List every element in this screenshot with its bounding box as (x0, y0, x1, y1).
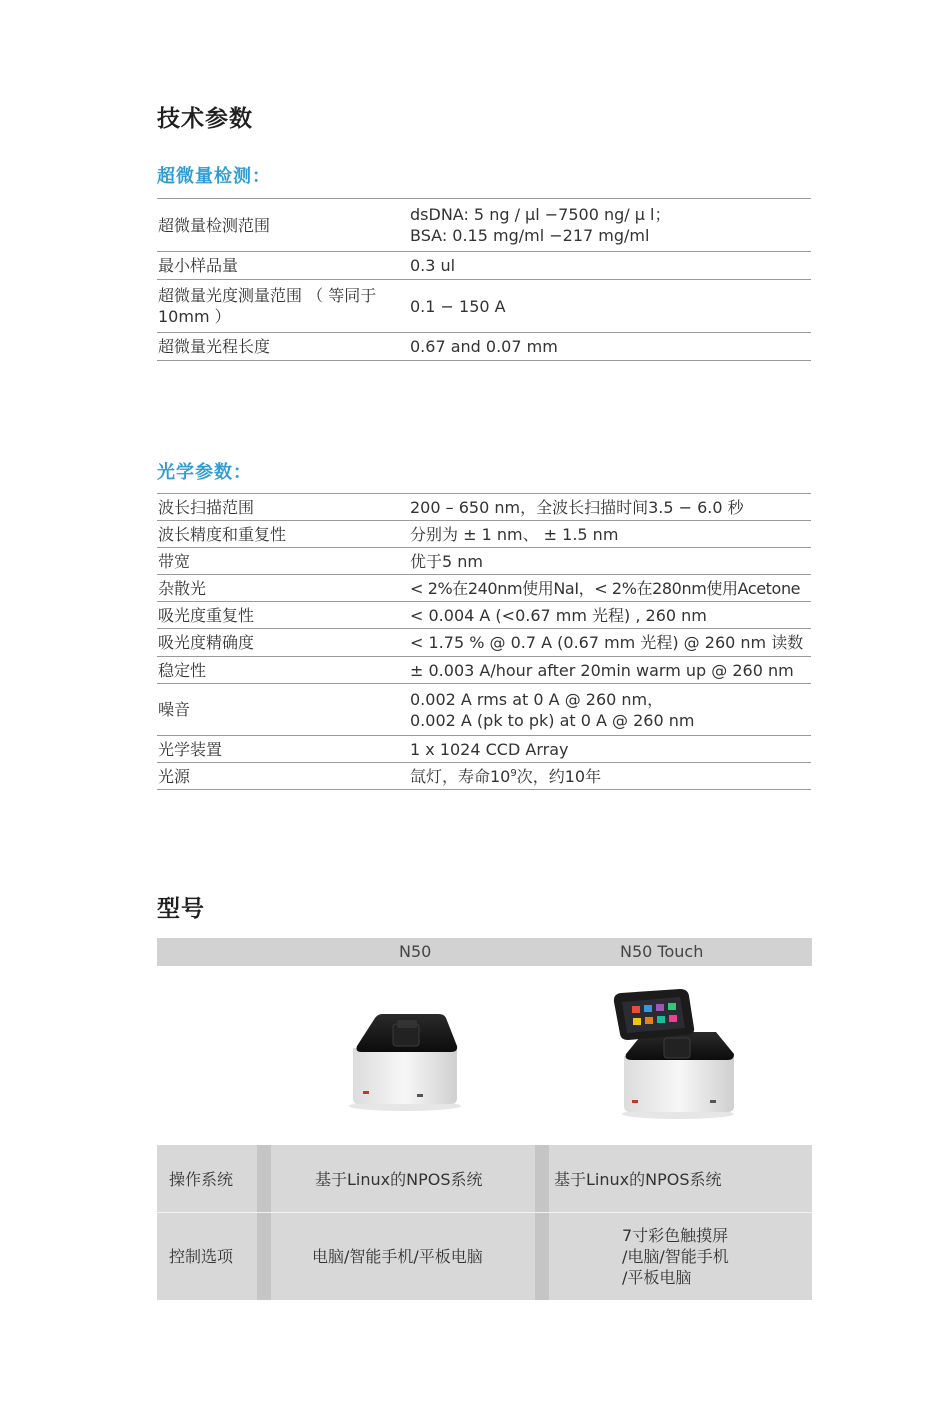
spec-label (157, 336, 410, 357)
spec-value-line: 分别为 ± 1 nm、 ± 1.5 nm (410, 524, 619, 544)
spec-value-line: 0.002 A rms at 0 A @ 260 nm， (410, 689, 664, 709)
column-divider (257, 1145, 271, 1300)
spec-value-line: 200 – 650 nm，全波长扫描时间3.5 − 6.0 秒 (410, 497, 744, 517)
spec-value (410, 296, 811, 317)
spec-row (157, 736, 811, 763)
micro-section-title: 超微量检测： (157, 166, 271, 187)
spec-value-line: < 0.004 A (<0.67 mm 光程) , 260 nm (410, 605, 707, 625)
spec-row (157, 252, 811, 280)
column-divider (535, 1145, 549, 1300)
page-title: 技术参数 (157, 106, 253, 132)
spec-label-line: 光源 (158, 766, 191, 786)
spec-row (157, 494, 811, 521)
spec-label (157, 699, 410, 720)
spec-label (157, 524, 410, 545)
spec-label-line: 波长扫描范围 (158, 497, 255, 517)
models-title: 型号 (157, 896, 205, 922)
spec-label (157, 255, 410, 276)
spec-label (157, 660, 410, 681)
spec-label (157, 739, 410, 760)
optical-spec-table (157, 493, 811, 790)
spec-value (410, 689, 811, 731)
spec-value (410, 551, 811, 572)
spec-value (410, 632, 811, 653)
spec-row (157, 333, 811, 361)
spec-label-line: 吸光度精确度 (158, 633, 255, 652)
spec-value (410, 204, 811, 246)
spec-value (410, 578, 811, 599)
n50-device-image (345, 1008, 465, 1112)
spec-label-line: 光学装置 (158, 739, 223, 759)
model-cell-n50-touch: 基于Linux的NPOS系统 (554, 1170, 722, 1189)
model-cell-line: /平板电脑 (622, 1268, 692, 1287)
spec-value-line: 0.1 − 150 A (410, 296, 506, 316)
spec-label-line: 吸光度重复性 (158, 605, 255, 625)
model-row-label: 控制选项 (169, 1247, 234, 1266)
spec-label-line: 最小样品量 (158, 256, 239, 275)
spec-row (157, 763, 811, 790)
spec-label-line: 超微量光度测量范围 (158, 286, 303, 305)
row-divider (157, 1212, 812, 1213)
spec-label (157, 215, 410, 236)
spec-value-line: 0.67 and 0.07 mm (410, 337, 558, 356)
spec-value-line: < 1.75 % @ 0.7 A (0.67 mm 光程) @ 260 nm 读数 (410, 633, 804, 652)
spec-label (157, 497, 410, 518)
spec-row (157, 548, 811, 575)
spec-row (157, 280, 811, 333)
spec-row (157, 657, 811, 684)
spec-row (157, 629, 811, 657)
spec-label (157, 578, 410, 599)
light-source-prefix: 氙灯，寿命10 (410, 766, 511, 786)
spec-value-line: 1 x 1024 CCD Array (410, 739, 569, 759)
light-source-suffix: 次，约10年 (516, 766, 602, 786)
spec-label-line: 杂散光 (158, 578, 207, 598)
model-row-label: 操作系统 (169, 1170, 234, 1189)
models-header (157, 938, 812, 966)
spec-value (410, 660, 811, 681)
spec-row (157, 575, 811, 602)
spec-label-line: 超微量检测范围 (158, 215, 271, 235)
spec-row (157, 521, 811, 548)
spec-label-line: 波长精度和重复性 (158, 524, 287, 544)
optical-section-title: 光学参数： (157, 462, 252, 483)
model-cell-n50-touch (622, 1225, 729, 1288)
spec-label-line: 超微量光程长度 (158, 337, 271, 356)
spec-value-line: BSA: 0.15 mg/ml −217 mg/ml (410, 226, 650, 245)
model-cell-line: /电脑/智能手机 (622, 1247, 729, 1266)
spec-value-line: 优于5 nm (410, 551, 483, 571)
models-table (157, 1145, 812, 1300)
spec-label-line: 稳定性 (158, 660, 207, 680)
spec-label-line: 带宽 (158, 551, 191, 571)
spec-value-line: < 2%在240nm使用NaI，< 2%在280nm使用Acetone (410, 578, 801, 598)
model-cell-n50: 基于Linux的NPOS系统 (315, 1170, 483, 1189)
spec-row (157, 602, 811, 629)
spec-value-line: dsDNA: 5 ng / μl −7500 ng/ μ l； (410, 205, 671, 224)
spec-label-line: （ 等同于10mm ） (158, 286, 377, 326)
spec-value (410, 524, 811, 545)
spec-label-line: 噪音 (158, 700, 191, 719)
model-cell-line: 7寸彩色触摸屏 (622, 1226, 729, 1245)
spec-value (410, 336, 811, 357)
spec-row (157, 684, 811, 736)
spec-value (410, 605, 811, 626)
spec-label (157, 632, 410, 653)
model-column-n50-touch: N50 Touch (620, 942, 704, 961)
spec-value-line: 0.3 ul (410, 256, 456, 275)
light-source-exponent: 9 (510, 767, 517, 779)
spec-value (410, 739, 811, 760)
spec-value-line: ± 0.003 A/hour after 20min warm up @ 260 nm (410, 660, 794, 680)
spec-label (157, 766, 410, 787)
model-column-n50: N50 (399, 942, 432, 961)
spec-value (410, 497, 811, 518)
spec-value-line: 0.002 A (pk to pk) at 0 A @ 260 nm (410, 710, 695, 730)
spec-row (157, 199, 811, 252)
spec-label (157, 551, 410, 572)
spec-label (157, 285, 410, 327)
micro-spec-table (157, 198, 811, 361)
light-source-value (410, 766, 811, 787)
spec-value (410, 255, 811, 276)
model-cell-n50: 电脑/智能手机/平板电脑 (312, 1247, 483, 1266)
spec-label (157, 605, 410, 626)
n50-touch-device-image (612, 988, 742, 1120)
